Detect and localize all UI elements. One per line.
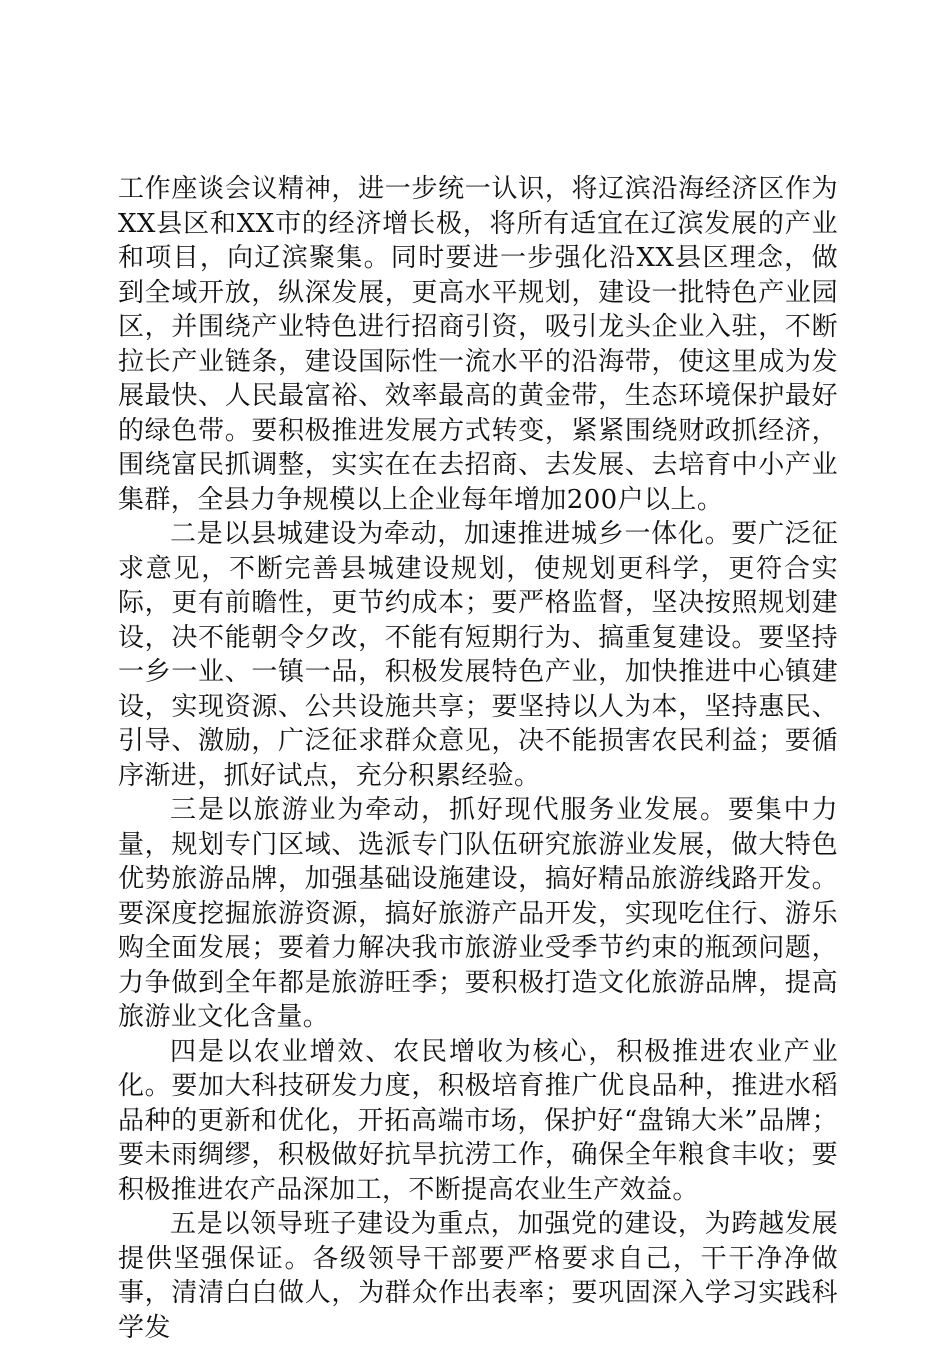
paragraph-leadership: 五是以领导班子建设为重点，加强党的建设，为跨越发展提供坚强保证。各级领导干部要严格要求自己，干干净净做事，清清白白做人，为群众作出表率；要巩固深入学习实践科学发 — [118, 1209, 838, 1343]
paragraph-tourism: 三是以旅游业为牵动，抓好现代服务业发展。要集中力量，规划专门区域、选派专门队伍研究旅游业发展，做大特色优势旅游品牌，加强基础设施建设，搞好精品旅游线路开发。要深度挖掘旅游资源，搞好旅游产品开发，实现吃住行、游乐购全面发展；要着力解决我市旅游业受季节约束的瓶颈问题，力争做到全年都是旅游旺季；要积极打造文化旅游品牌，提高旅游业文化含量。 — [118, 795, 838, 1032]
paragraph-county-construction: 二是以县城建设为牵动，加速推进城乡一体化。要广泛征求意见，不断完善县城建设规划，使规划更科学，更符合实际，更有前瞻性，更节约成本；要严格监督，坚决按照规划建设，决不能朝令夕改，不能有短期行为、搞重复建设。要坚持一乡一业、一镇一品，积极发展特色产业，加快推进中心镇建设，实现资源、公共设施共享；要坚持以人为本，坚持惠民、引导、激励，广泛征求群众意见，决不能损害农民利益；要循序渐进，抓好试点，充分积累经验。 — [118, 519, 838, 791]
document-page — [118, 172, 838, 1345]
paragraph-continuation: 工作座谈会议精神，进一步统一认识，将辽滨沿海经济区作为XX县区和XX市的经济增长极，将所有适宜在辽滨发展的产业和项目，向辽滨聚集。同时要进一步强化沿XX县区理念，做到全域开放，纵深发展，更高水平规划，建设一批特色产业园区，并围绕产业特色进行招商引资，吸引龙头企业入驻，不断拉长产业链条，建设国际性一流水平的沿海带，使这里成为发展最快、人民最富裕、效率最高的黄金带，生态环境保护最好的绿色带。要积极推进发展方式转变，紧紧围绕财政抓经济，围绕富民抓调整，实实在在去招商、去发展、去培育中小产业集群，全县力争规模以上企业每年增加200户以上。 — [118, 174, 838, 515]
paragraph-agriculture: 四是以农业增效、农民增收为核心，积极推进农业产业化。要加大科技研发力度，积极培育推广优良品种，推进水稻品种的更新和优化，开拓高端市场，保护好“盘锦大米”品牌；要未雨绸缪，积极做好抗旱抗涝工作，确保全年粮食丰收；要积极推进农产品深加工，不断提高农业生产效益。 — [118, 1036, 838, 1205]
